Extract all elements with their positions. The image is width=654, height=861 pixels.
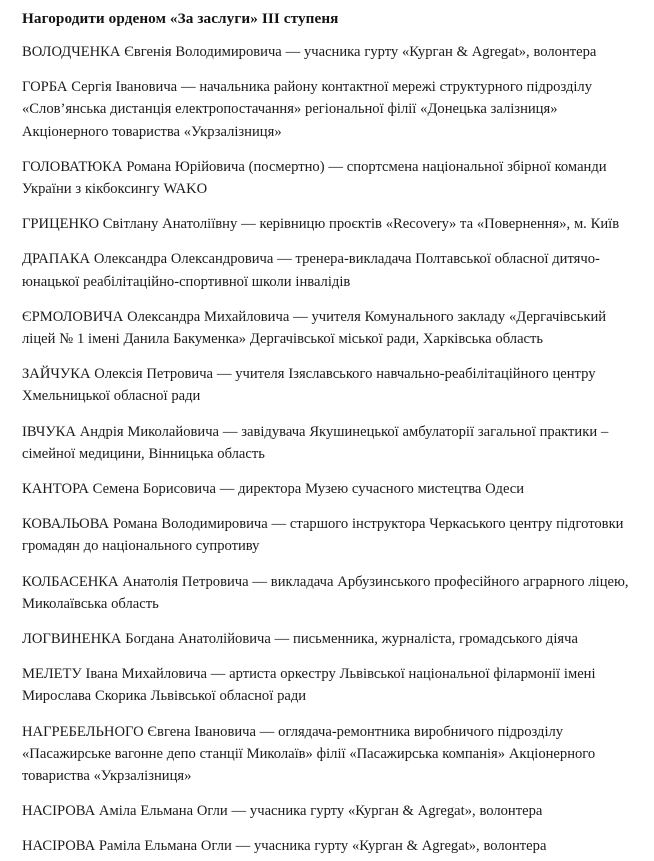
award-recipient-list <box>22 41 632 858</box>
page-title: Нагородити орденом «За заслуги» III ступеня <box>22 10 339 27</box>
award-entry: ВОЛОДЧЕНКА Євгенія Володимировича — учасника гурту «Курган & Agregat», волонтера <box>22 44 597 60</box>
award-entry: ЗАЙЧУКА Олексія Петровича — учителя Ізяславського навчально-реабілітаційного центру Хмельницької обласної ради <box>22 366 596 405</box>
award-entry: КОВАЛЬОВА Романа Володимировича — старшого інструктора Черкаського центру підготовки громадян до національного супротиву <box>22 516 624 555</box>
award-entry: ДРАПАКА Олександра Олександровича — тренера-викладача Полтавської обласної дитячо-юнацької реабілітаційно-спортивної школи інвалідів <box>22 251 600 290</box>
award-entry: КОЛБАСЕНКА Анатолія Петровича — викладача Арбузинського професійного аграрного ліцею, Миколаївська область <box>22 573 629 612</box>
award-entry: НАСІРОВА Раміла Ельмана Огли — учасника гурту «Курган & Agregat», волонтера <box>22 838 547 855</box>
award-entry: ГОРБА Сергія Івановича — начальника району контактної мережі структурного підрозділу «Слов’янська дистанція електропостачання» регіональної філії «Донецька залізниця» Акціонерного товариства «Укрзалізниця» <box>22 79 593 140</box>
award-entry: ГОЛОВАТЮКА Романа Юрійовича (посмертно) — спортсмена національної збірної команди України з кікбоксингу WAKO <box>22 158 607 198</box>
award-entry: НАСІРОВА Аміла Ельмана Огли — учасника гурту «Курган & Agregat», волонтера <box>22 803 543 820</box>
award-entry: ЄРМОЛОВИЧА Олександра Михайловича — учителя Комунального закладу «Дергачівський ліцей № 1 імені Данила Бакуменка» Дергачівської міської ради, Харківська область <box>22 308 607 348</box>
award-entry: НАГРЕБЕЛЬНОГО Євгена Івановича — оглядача-ремонтника виробничого підрозділу «Пасажирське вагонне депо станції Миколаїв» філії «Пасажирська компанія» Акціонерного товариства «Укрзалізниця» <box>22 723 596 785</box>
award-entry: ІВЧУКА Андрія Миколайовича — завідувача Якушинецької амбулаторії загальної практики – сімейної медицини, Вінницька область <box>22 423 609 462</box>
award-entry: ГРИЦЕНКО Світлану Анатоліївну — керівницю проєктів «Recovery» та «Повернення», м. Київ <box>22 216 620 233</box>
award-entry: МЕЛЕТУ Івана Михайловича — артиста оркестру Львівської національної філармонії імені Мирослава Скорика Львівської обласної ради <box>22 666 596 705</box>
award-entry: КАНТОРА Семена Борисовича — директора Музею сучасного мистецтва Одеси <box>22 481 525 498</box>
award-entry: ЛОГВИНЕНКА Богдана Анатолійовича — письменника, журналіста, громадського діяча <box>22 631 578 648</box>
